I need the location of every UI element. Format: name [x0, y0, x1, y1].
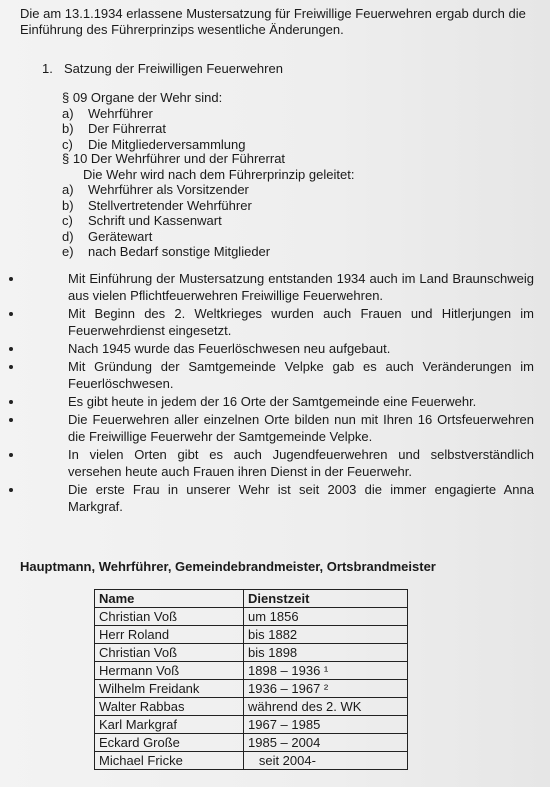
bullet-list	[0, 270, 550, 516]
table-row	[95, 752, 408, 770]
table-row	[95, 608, 408, 626]
paragraph-10-lead: Die Wehr wird nach dem Führerprinzip geleitet:	[83, 166, 355, 182]
section-number: 1.	[42, 61, 53, 76]
bullet-dot-icon	[9, 418, 13, 422]
section-title: Satzung der Freiwilligen Feuerwehren	[64, 61, 283, 76]
list-letter: e)	[62, 244, 74, 259]
bullet-item	[0, 446, 550, 480]
bullet-item	[0, 305, 550, 339]
paragraph-10	[62, 151, 354, 260]
bullet-dot-icon	[9, 312, 13, 316]
list-item	[62, 106, 246, 122]
list-letter: b)	[62, 121, 74, 136]
cell-dienstzeit: bis 1898	[244, 644, 408, 662]
bullet-text: Nach 1945 wurde das Feuerlöschwesen neu aufgebaut.	[68, 341, 391, 356]
list-item	[62, 121, 246, 137]
list-letter: a)	[62, 182, 74, 197]
list-letter: c)	[62, 213, 73, 228]
cell-name: Herr Roland	[95, 626, 244, 644]
bullet-text: Die Feuerwehren aller einzelnen Orte bilden nun mit Ihren 16 Ortsfeuerwehren die Freiwillige Feuerwehr der Samtgemeinde Velpke.	[68, 412, 534, 444]
bullet-item	[0, 481, 550, 515]
bullet-item	[0, 393, 550, 410]
table-row	[95, 680, 408, 698]
paragraph-09	[62, 90, 246, 152]
list-letter: d)	[62, 228, 74, 244]
table-row	[95, 644, 408, 662]
paragraph-09-list	[62, 106, 246, 153]
cell-name: Michael Fricke	[95, 752, 244, 770]
list-item	[62, 229, 354, 245]
cell-dienstzeit: seit 2004-	[244, 752, 408, 770]
table-row	[95, 626, 408, 644]
list-text: Stellvertretender Wehrführer	[88, 197, 252, 213]
table-header-row	[95, 590, 408, 608]
bullet-dot-icon	[9, 488, 13, 492]
cell-name: Walter Rabbas	[95, 698, 244, 716]
table-row	[95, 698, 408, 716]
list-text: Gerätewart	[88, 228, 153, 244]
list-letter: b)	[62, 197, 74, 213]
cell-name: Christian Voß	[95, 608, 244, 626]
list-item	[62, 137, 246, 153]
cell-dienstzeit: 1967 – 1985	[244, 716, 408, 734]
bullet-dot-icon	[9, 347, 13, 351]
roster-table	[94, 589, 408, 770]
cell-name: Hermann Voß	[95, 662, 244, 680]
cell-dienstzeit: 1985 – 2004	[244, 734, 408, 752]
bullet-text: In vielen Orten gibt es auch Jugendfeuerwehren und selbstverständlich versehen heute auch Frauen ihren Dienst in der Feuerwehr.	[68, 447, 534, 479]
bullet-item	[0, 358, 550, 392]
bullet-item	[0, 411, 550, 445]
cell-name: Christian Voß	[95, 644, 244, 662]
list-item	[62, 198, 354, 214]
list-text: Wehrführer als Vorsitzender	[88, 182, 249, 197]
column-header-name: Name	[95, 590, 244, 608]
cell-dienstzeit: 1936 – 1967 ²	[244, 680, 408, 698]
cell-dienstzeit: während des 2. WK	[244, 698, 408, 716]
list-text: Die Mitgliederversammlung	[88, 136, 246, 152]
cell-name: Karl Markgraf	[95, 716, 244, 734]
paragraph-10-heading: § 10 Der Wehrführer und der Führerrat	[62, 151, 286, 166]
table-row	[95, 734, 408, 752]
bullet-item	[0, 340, 550, 357]
bullet-dot-icon	[9, 365, 13, 369]
bullet-dot-icon	[9, 453, 13, 457]
bullet-text: Mit Einführung der Mustersatzung entstanden 1934 auch im Land Braunschweig aus vielen Pflichtfeuerwehren Freiwillige Feuerwehren.	[68, 271, 534, 303]
cell-name: Eckard Große	[95, 734, 244, 752]
table-row	[95, 716, 408, 734]
list-text: Der Führerrat	[88, 121, 167, 136]
bullet-text: Es gibt heute in jedem der 16 Orte der Samtgemeinde eine Feuerwehr.	[68, 394, 477, 409]
list-item	[62, 213, 354, 229]
paragraph-09-heading: § 09 Organe der Wehr sind:	[62, 90, 223, 105]
section-heading	[42, 61, 283, 77]
cell-name: Wilhelm Freidank	[95, 680, 244, 698]
list-text: nach Bedarf sonstige Mitglieder	[88, 244, 271, 259]
cell-dienstzeit: 1898 – 1936 ¹	[244, 662, 408, 680]
list-item	[62, 244, 354, 260]
list-letter: a)	[62, 105, 74, 121]
cell-dienstzeit: bis 1882	[244, 626, 408, 644]
roster-title: Hauptmann, Wehrführer, Gemeindebrandmeister, Ortsbrandmeister	[20, 559, 436, 574]
list-letter: c)	[62, 136, 73, 152]
bullet-dot-icon	[9, 400, 13, 404]
bullet-text: Die erste Frau in unserer Wehr ist seit 2003 die immer engagierte Anna Markgraf.	[68, 482, 534, 514]
table-row	[95, 662, 408, 680]
bullet-item	[0, 270, 550, 304]
list-text: Wehrführer	[88, 105, 153, 121]
bullet-text: Mit Beginn des 2. Weltkrieges wurden auch Frauen und Hitlerjungen im Feuerwehrdienst eingesetzt.	[68, 306, 534, 338]
cell-dienstzeit: um 1856	[244, 608, 408, 626]
list-text: Schrift und Kassenwart	[88, 213, 222, 228]
paragraph-10-list	[62, 182, 354, 260]
intro-paragraph: Die am 13.1.1934 erlassene Mustersatzung für Freiwillige Feuerwehren ergab durch die Einführung des Führerprinzips wesentliche Änderungen.	[20, 6, 526, 37]
list-item	[62, 182, 354, 198]
bullet-text: Mit Gründung der Samtgemeinde Velpke gab es auch Veränderungen im Feuerlöschwesen.	[68, 359, 534, 391]
bullet-dot-icon	[9, 277, 13, 281]
column-header-dienstzeit: Dienstzeit	[244, 590, 408, 608]
